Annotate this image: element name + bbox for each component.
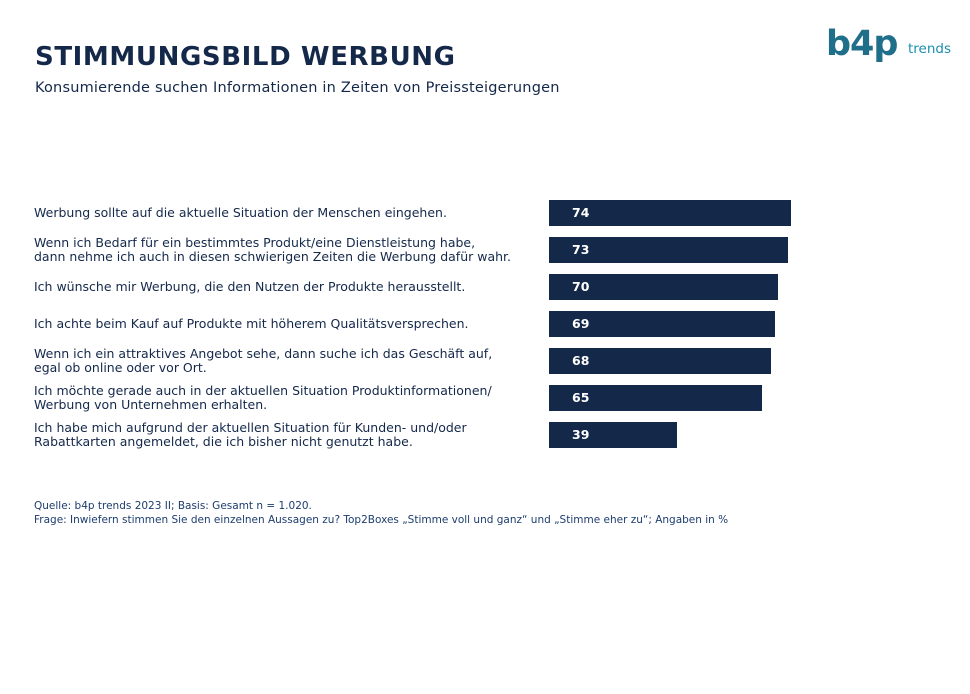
category-label-text: Ich achte beim Kauf auf Produkte mit höherem Qualitätsversprechen.	[34, 316, 469, 331]
category-label-text: Werbung sollte auf die aktuelle Situation der Menschen eingehen.	[34, 205, 447, 220]
category-label	[34, 232, 534, 268]
category-label	[34, 417, 534, 453]
bar-value-label: 69	[572, 316, 590, 331]
category-label-text: Wenn ich Bedarf für ein bestimmtes Produkt/eine Dienstleistung habe, dann nehme ich auch in diesen schwierigen Zeiten die Werbung dafür wahr.	[34, 235, 512, 264]
category-label-text: Ich habe mich aufgrund der aktuellen Situation für Kunden- und/oder Rabattkarten angemeldet, die ich bisher nicht genutzt habe.	[34, 420, 467, 449]
logo-subtext: trends	[908, 41, 952, 57]
category-label-text: Ich wünsche mir Werbung, die den Nutzen der Produkte herausstellt.	[34, 279, 466, 294]
page-title: STIMMUNGSBILD WERBUNG	[35, 42, 456, 72]
chart-footnote	[34, 499, 728, 527]
category-label	[34, 380, 534, 416]
category-label	[34, 343, 534, 379]
page-subtitle: Konsumierende suchen Informationen in Zeiten von Preissteigerungen	[35, 80, 560, 96]
logo-wordmark: b4p	[826, 24, 898, 64]
bar-value-label: 73	[572, 242, 590, 257]
question-note: Frage: Inwiefern stimmen Sie den einzelnen Aussagen zu? Top2Boxes „Stimme voll und ganz“ und „Stimme eher zu“; Angaben in %	[34, 514, 729, 526]
bar-value-label: 65	[572, 390, 590, 405]
category-label	[34, 269, 534, 305]
bar-value-label: 39	[572, 427, 590, 442]
category-label	[34, 195, 534, 231]
bar-value-label: 70	[572, 279, 590, 294]
bar-value-label: 68	[572, 353, 590, 368]
source-note: Quelle: b4p trends 2023 II; Basis: Gesamt n = 1.020.	[34, 500, 312, 512]
category-label-text: Ich möchte gerade auch in der aktuellen Situation Produktinformationen/ Werbung von Unternehmen erhalten.	[34, 383, 492, 412]
bar-value-label: 74	[572, 205, 590, 220]
bar	[549, 422, 677, 448]
category-label	[34, 306, 534, 342]
category-label-text: Wenn ich ein attraktives Angebot sehe, dann suche ich das Geschäft auf, egal ob online oder vor Ort.	[34, 346, 493, 375]
